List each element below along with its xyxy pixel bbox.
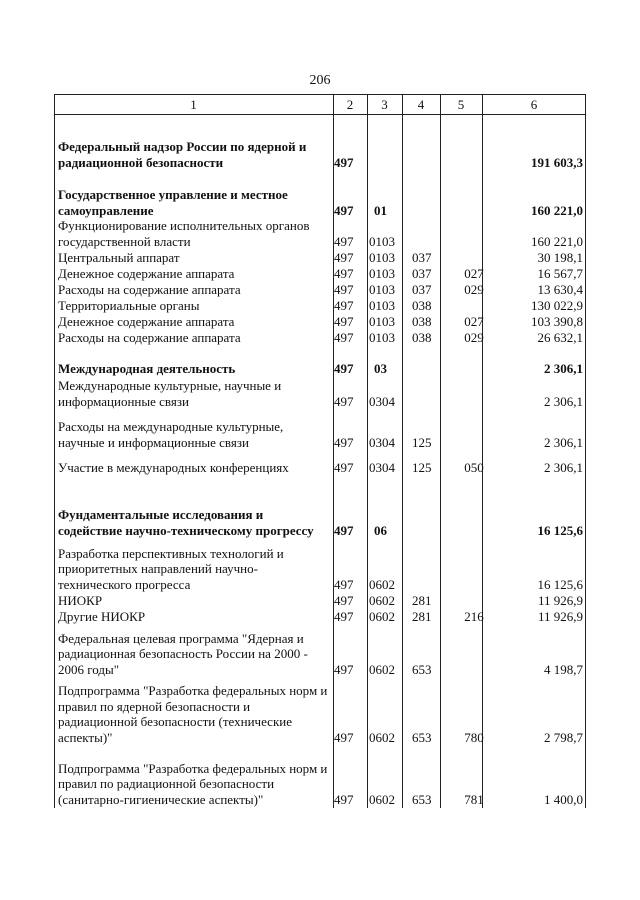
cell-col6: 26 632,1 bbox=[537, 329, 583, 345]
cell-col2: 497 bbox=[334, 233, 354, 249]
table-row bbox=[54, 608, 586, 624]
table-row bbox=[54, 745, 586, 807]
cell-col2: 497 bbox=[334, 297, 354, 313]
cell-col6: 4 198,7 bbox=[544, 661, 583, 677]
row-name: НИОКР bbox=[58, 592, 103, 608]
row-name: Участие в международных конференциях bbox=[58, 459, 289, 475]
cell-col5: 050 bbox=[464, 459, 484, 475]
cell-col2: 497 bbox=[334, 729, 354, 745]
row-name: Международная деятельность bbox=[58, 360, 236, 376]
cell-col6: 11 926,9 bbox=[537, 608, 583, 624]
row-name: Расходы на содержание аппарата bbox=[58, 281, 241, 297]
cell-col3: 0103 bbox=[369, 233, 395, 249]
cell-col3: 01 bbox=[374, 202, 387, 218]
cell-col3: 0602 bbox=[369, 576, 395, 592]
row-name: Разработка перспективных технологий и приоритетных направлений научно-технического прогресса bbox=[58, 545, 284, 592]
table-row bbox=[54, 490, 586, 538]
cell-col3: 0602 bbox=[369, 592, 395, 608]
page-number: 206 bbox=[309, 73, 331, 88]
cell-col5: 781 bbox=[464, 791, 484, 807]
cell-col2: 497 bbox=[334, 459, 354, 475]
table-row bbox=[54, 218, 586, 249]
cell-col6: 11 926,9 bbox=[537, 592, 583, 608]
row-name: Федеральная целевая программа "Ядерная и радиационная безопасность России на 2000 - 2006 годы" bbox=[58, 630, 308, 677]
table-row bbox=[54, 418, 586, 450]
cell-col6: 30 198,1 bbox=[537, 249, 583, 265]
cell-col2: 497 bbox=[334, 576, 354, 592]
cell-col3: 0602 bbox=[369, 661, 395, 677]
table-row bbox=[54, 313, 586, 329]
table-row bbox=[54, 297, 586, 313]
row-name: Денежное содержание аппарата bbox=[58, 313, 235, 329]
cell-col3: 0304 bbox=[369, 393, 395, 409]
cell-col5: 029 bbox=[464, 281, 484, 297]
table-row bbox=[54, 249, 586, 265]
table-row bbox=[54, 683, 586, 745]
table-row bbox=[54, 186, 586, 218]
table-row bbox=[54, 630, 586, 677]
column-header-6: 6 bbox=[530, 97, 538, 112]
row-name: Другие НИОКР bbox=[58, 608, 146, 624]
cell-col3: 0103 bbox=[369, 281, 395, 297]
cell-col2: 497 bbox=[334, 202, 354, 218]
cell-col4: 281 bbox=[412, 608, 432, 624]
cell-col4: 038 bbox=[412, 329, 432, 345]
cell-col3: 0103 bbox=[369, 249, 395, 265]
row-name: Государственное управление и местное самоуправление bbox=[58, 187, 288, 218]
row-name: Международные культурные, научные и информационные связи bbox=[58, 378, 282, 409]
cell-col4: 037 bbox=[412, 249, 432, 265]
column-header-1: 1 bbox=[190, 97, 197, 112]
cell-col4: 037 bbox=[412, 265, 432, 281]
cell-col6: 2 306,1 bbox=[544, 434, 583, 450]
cell-col6: 2 306,1 bbox=[544, 393, 583, 409]
cell-col4: 038 bbox=[412, 297, 432, 313]
cell-col3: 06 bbox=[374, 522, 387, 538]
cell-col5: 027 bbox=[464, 313, 484, 329]
cell-col3: 0103 bbox=[369, 265, 395, 281]
table-row bbox=[54, 281, 586, 297]
cell-col3: 0103 bbox=[369, 329, 395, 345]
cell-col2: 497 bbox=[334, 393, 354, 409]
cell-col2: 497 bbox=[334, 522, 354, 538]
cell-col4: 653 bbox=[412, 661, 432, 677]
column-header-3: 3 bbox=[381, 97, 388, 112]
cell-col2: 497 bbox=[334, 313, 354, 329]
row-name: Федеральный надзор России по ядерной и радиационной безопасности bbox=[58, 139, 307, 170]
table-row bbox=[54, 138, 586, 170]
header-divider bbox=[54, 114, 586, 115]
cell-col4: 653 bbox=[412, 791, 432, 807]
column-header-2: 2 bbox=[346, 97, 354, 112]
cell-col2: 497 bbox=[334, 661, 354, 677]
cell-col3: 0304 bbox=[369, 434, 395, 450]
row-name: Расходы на содержание аппарата bbox=[58, 329, 241, 345]
cell-col3: 0103 bbox=[369, 313, 395, 329]
cell-col3: 03 bbox=[374, 360, 387, 376]
cell-col6: 16 567,7 bbox=[537, 265, 583, 281]
cell-col6: 16 125,6 bbox=[537, 522, 583, 538]
cell-col6: 130 022,9 bbox=[531, 297, 583, 313]
cell-col5: 216 bbox=[464, 608, 484, 624]
cell-col2: 497 bbox=[334, 360, 354, 376]
column-header-5: 5 bbox=[457, 97, 465, 112]
cell-col2: 497 bbox=[334, 791, 354, 807]
cell-col4: 125 bbox=[412, 459, 432, 475]
cell-col4: 125 bbox=[412, 434, 432, 450]
table-top-border bbox=[54, 94, 586, 95]
cell-col4: 281 bbox=[412, 592, 432, 608]
table-row bbox=[54, 459, 586, 475]
row-name: Подпрограмма "Разработка федеральных норм и правил по радиационной безопасности (санитарно-гигиенические аспекты)" bbox=[58, 760, 328, 807]
row-name: Территориальные органы bbox=[58, 297, 200, 313]
cell-col6: 2 306,1 bbox=[544, 459, 583, 475]
row-name: Центральный аппарат bbox=[58, 249, 180, 265]
cell-col2: 497 bbox=[334, 154, 354, 170]
cell-col6: 191 603,3 bbox=[531, 154, 583, 170]
cell-col3: 0602 bbox=[369, 608, 395, 624]
cell-col6: 16 125,6 bbox=[537, 576, 583, 592]
cell-col6: 13 630,4 bbox=[537, 281, 583, 297]
table-row bbox=[54, 545, 586, 592]
cell-col6: 160 221,0 bbox=[531, 202, 583, 218]
cell-col6: 2 798,7 bbox=[544, 729, 583, 745]
cell-col6: 160 221,0 bbox=[531, 233, 583, 249]
cell-col2: 497 bbox=[334, 265, 354, 281]
cell-col3: 0103 bbox=[369, 297, 395, 313]
cell-col3: 0602 bbox=[369, 729, 395, 745]
cell-col4: 038 bbox=[412, 313, 432, 329]
cell-col4: 037 bbox=[412, 281, 432, 297]
cell-col2: 497 bbox=[334, 329, 354, 345]
table-row bbox=[54, 376, 586, 409]
table-row bbox=[54, 360, 586, 376]
cell-col3: 0602 bbox=[369, 791, 395, 807]
row-name: Фундаментальные исследования и содействие научно-техническому прогрессу bbox=[58, 507, 314, 538]
cell-col6: 2 306,1 bbox=[544, 360, 583, 376]
cell-col2: 497 bbox=[334, 592, 354, 608]
row-name: Подпрограмма "Разработка федеральных норм и правил по ядерной безопасности и радиационной безопасности (технические аспекты)" bbox=[58, 683, 328, 745]
cell-col6: 1 400,0 bbox=[544, 791, 583, 807]
cell-col2: 497 bbox=[334, 608, 354, 624]
cell-col2: 497 bbox=[334, 281, 354, 297]
cell-col5: 027 bbox=[464, 265, 484, 281]
cell-col2: 497 bbox=[334, 434, 354, 450]
cell-col4: 653 bbox=[412, 729, 432, 745]
row-name: Денежное содержание аппарата bbox=[58, 265, 235, 281]
table-row bbox=[54, 265, 586, 281]
row-name: Функционирование исполнительных органов государственной власти bbox=[58, 218, 310, 249]
cell-col2: 497 bbox=[334, 249, 354, 265]
cell-col3: 0304 bbox=[369, 459, 395, 475]
row-name: Расходы на международные культурные, научные и информационные связи bbox=[58, 419, 284, 450]
cell-col5: 780 bbox=[464, 729, 484, 745]
table-row bbox=[54, 592, 586, 608]
cell-col5: 029 bbox=[464, 329, 484, 345]
column-header-4: 4 bbox=[417, 97, 425, 112]
cell-col6: 103 390,8 bbox=[531, 313, 583, 329]
table-row bbox=[54, 329, 586, 345]
